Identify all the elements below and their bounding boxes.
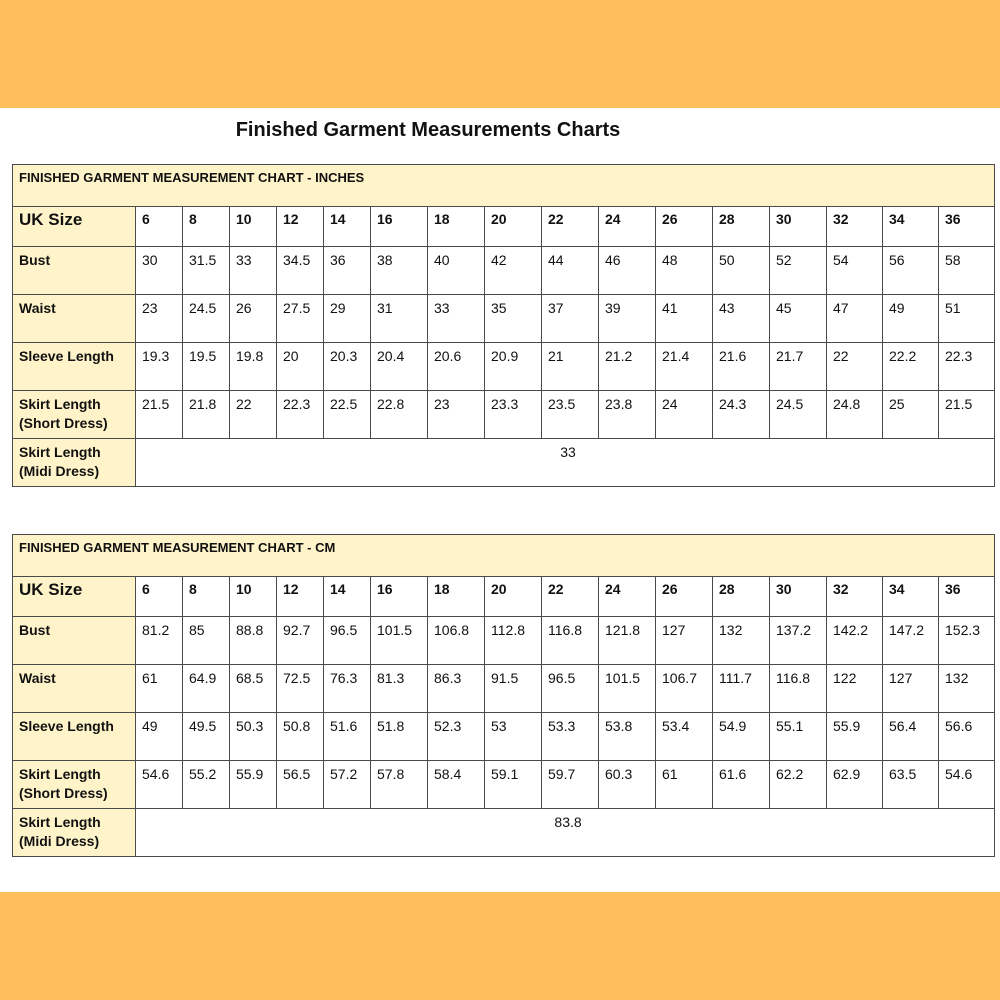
size-header-cell: 34 xyxy=(883,207,939,247)
row-label-line: Skirt Length xyxy=(19,814,101,830)
row-label xyxy=(13,343,136,391)
size-header-cell: 34 xyxy=(883,577,939,617)
table-cell: 127 xyxy=(656,617,713,665)
table-cell: 49 xyxy=(136,713,183,761)
table-cell: 19.5 xyxy=(183,343,230,391)
table-cell: 68.5 xyxy=(230,665,277,713)
table-cell: 33 xyxy=(230,247,277,295)
table-cell: 51.6 xyxy=(324,713,371,761)
size-header-cell: 16 xyxy=(371,577,428,617)
table-cell: 50 xyxy=(713,247,770,295)
size-header-cell: 32 xyxy=(827,577,883,617)
table-cell: 41 xyxy=(656,295,713,343)
table-cell: 55.9 xyxy=(230,761,277,809)
size-header-cell: 24 xyxy=(599,577,656,617)
size-header-cell: 26 xyxy=(656,207,713,247)
table-cell: 56.5 xyxy=(277,761,324,809)
row-label xyxy=(13,439,136,487)
size-header-cell: 18 xyxy=(428,577,485,617)
table-caption: FINISHED GARMENT MEASUREMENT CHART - INCHES xyxy=(13,165,995,207)
table-cell: 46 xyxy=(599,247,656,295)
table-cell: 31 xyxy=(371,295,428,343)
table-cell: 31.5 xyxy=(183,247,230,295)
table-cell: 54 xyxy=(827,247,883,295)
midi-length-value: 33 xyxy=(136,439,995,487)
table-cell: 19.8 xyxy=(230,343,277,391)
table-cell: 56.4 xyxy=(883,713,939,761)
table-cell: 24 xyxy=(656,391,713,439)
size-header-cell: 32 xyxy=(827,207,883,247)
table-cell: 21.4 xyxy=(656,343,713,391)
midi-length-value: 83.8 xyxy=(136,809,995,857)
table-cell: 23 xyxy=(428,391,485,439)
row-label xyxy=(13,665,136,713)
table-cell: 23.5 xyxy=(542,391,599,439)
table-cell: 96.5 xyxy=(324,617,371,665)
page-title: Finished Garment Measurements Charts xyxy=(235,119,621,141)
table-cell: 24.5 xyxy=(183,295,230,343)
table-row xyxy=(13,247,995,295)
table-cell: 58 xyxy=(939,247,995,295)
table-cell: 54.9 xyxy=(713,713,770,761)
table-cell: 20.3 xyxy=(324,343,371,391)
table-cell: 27.5 xyxy=(277,295,324,343)
table-cell: 21.2 xyxy=(599,343,656,391)
table-row-midi xyxy=(13,809,995,857)
size-header-cell: 14 xyxy=(324,577,371,617)
table-cell: 56.6 xyxy=(939,713,995,761)
table-cell: 53.4 xyxy=(656,713,713,761)
table-cell: 55.9 xyxy=(827,713,883,761)
table-cell: 21.8 xyxy=(183,391,230,439)
size-header-cell: 30 xyxy=(770,577,827,617)
table-cell: 142.2 xyxy=(827,617,883,665)
table-cell: 56 xyxy=(883,247,939,295)
table-cell: 137.2 xyxy=(770,617,827,665)
table-cell: 101.5 xyxy=(599,665,656,713)
size-header-cell: 12 xyxy=(277,577,324,617)
table-cell: 57.8 xyxy=(371,761,428,809)
table-cell: 127 xyxy=(883,665,939,713)
table-cell: 21.7 xyxy=(770,343,827,391)
size-header-cell: 18 xyxy=(428,207,485,247)
table-cell: 23.3 xyxy=(485,391,542,439)
table-cell: 22.2 xyxy=(883,343,939,391)
table-cell: 91.5 xyxy=(485,665,542,713)
size-label: UK Size xyxy=(13,577,136,617)
table-cell: 86.3 xyxy=(428,665,485,713)
row-label-line: Skirt Length xyxy=(19,444,101,460)
table-cell: 61.6 xyxy=(713,761,770,809)
row-label xyxy=(13,295,136,343)
table-cell: 52 xyxy=(770,247,827,295)
table-cell: 23 xyxy=(136,295,183,343)
table-cell: 20.6 xyxy=(428,343,485,391)
table-cell: 22.3 xyxy=(277,391,324,439)
table-cell: 50.8 xyxy=(277,713,324,761)
table-cell: 25 xyxy=(883,391,939,439)
table-cell: 47 xyxy=(827,295,883,343)
row-label xyxy=(13,617,136,665)
table-cell: 37 xyxy=(542,295,599,343)
table-cell: 88.8 xyxy=(230,617,277,665)
size-header-row xyxy=(13,207,995,247)
table-cell: 34.5 xyxy=(277,247,324,295)
table-cell: 44 xyxy=(542,247,599,295)
table-cell: 21.5 xyxy=(136,391,183,439)
table-cell: 22.5 xyxy=(324,391,371,439)
top-banner xyxy=(0,0,1000,108)
row-label-line: Skirt Length xyxy=(19,766,101,782)
table-cell: 62.2 xyxy=(770,761,827,809)
size-header-cell: 28 xyxy=(713,207,770,247)
table-cell: 35 xyxy=(485,295,542,343)
size-header-cell: 14 xyxy=(324,207,371,247)
row-label xyxy=(13,391,136,439)
table-cell: 30 xyxy=(136,247,183,295)
table-cell: 62.9 xyxy=(827,761,883,809)
table-cell: 81.3 xyxy=(371,665,428,713)
table-cell: 23.8 xyxy=(599,391,656,439)
table-cell: 20 xyxy=(277,343,324,391)
table-cell: 22.8 xyxy=(371,391,428,439)
table-cell: 52.3 xyxy=(428,713,485,761)
size-header-cell: 8 xyxy=(183,577,230,617)
table-cell: 92.7 xyxy=(277,617,324,665)
table-cell: 59.1 xyxy=(485,761,542,809)
size-header-cell: 6 xyxy=(136,577,183,617)
size-header-cell: 24 xyxy=(599,207,656,247)
table-cell: 64.9 xyxy=(183,665,230,713)
table-cell: 63.5 xyxy=(883,761,939,809)
bottom-banner xyxy=(0,892,1000,1000)
table-cell: 106.8 xyxy=(428,617,485,665)
table-cell: 122 xyxy=(827,665,883,713)
table-cell: 22.3 xyxy=(939,343,995,391)
table-cell: 53.3 xyxy=(542,713,599,761)
row-label-line: Waist xyxy=(19,300,56,316)
table-cell: 53 xyxy=(485,713,542,761)
table-cell: 106.7 xyxy=(656,665,713,713)
size-header-cell: 10 xyxy=(230,577,277,617)
size-header-cell: 36 xyxy=(939,577,995,617)
row-label-line: Waist xyxy=(19,670,56,686)
row-label-line: Sleeve Length xyxy=(19,348,114,364)
size-header-cell: 6 xyxy=(136,207,183,247)
table-caption: FINISHED GARMENT MEASUREMENT CHART - CM xyxy=(13,535,995,577)
table-cell: 21 xyxy=(542,343,599,391)
table-cell: 132 xyxy=(713,617,770,665)
table-row xyxy=(13,617,995,665)
table-row xyxy=(13,295,995,343)
table-cell: 39 xyxy=(599,295,656,343)
row-label-line: Bust xyxy=(19,622,51,638)
size-header-cell: 10 xyxy=(230,207,277,247)
row-label xyxy=(13,809,136,857)
size-header-cell: 30 xyxy=(770,207,827,247)
size-label: UK Size xyxy=(13,207,136,247)
table-cell: 26 xyxy=(230,295,277,343)
table-cell: 85 xyxy=(183,617,230,665)
table-cell: 20.4 xyxy=(371,343,428,391)
size-header-cell: 20 xyxy=(485,207,542,247)
row-label-line: Sleeve Length xyxy=(19,718,114,734)
table-cell: 43 xyxy=(713,295,770,343)
size-header-cell: 26 xyxy=(656,577,713,617)
table-cell: 152.3 xyxy=(939,617,995,665)
table-cell: 45 xyxy=(770,295,827,343)
row-label-line: Bust xyxy=(19,252,51,268)
row-label-line: (Midi Dress) xyxy=(19,463,100,479)
table-cell: 51 xyxy=(939,295,995,343)
table-cell: 61 xyxy=(136,665,183,713)
table-cell: 40 xyxy=(428,247,485,295)
table-cell: 20.9 xyxy=(485,343,542,391)
table-cell: 59.7 xyxy=(542,761,599,809)
table-cell: 49.5 xyxy=(183,713,230,761)
table-cell: 24.8 xyxy=(827,391,883,439)
table-cell: 49 xyxy=(883,295,939,343)
table-row xyxy=(13,665,995,713)
table-row xyxy=(13,761,995,809)
table-cell: 50.3 xyxy=(230,713,277,761)
row-label-line: (Short Dress) xyxy=(19,785,108,801)
table-cell: 101.5 xyxy=(371,617,428,665)
table-cell: 147.2 xyxy=(883,617,939,665)
table-cell: 42 xyxy=(485,247,542,295)
table-cell: 116.8 xyxy=(770,665,827,713)
table-cell: 48 xyxy=(656,247,713,295)
table-cell: 24.3 xyxy=(713,391,770,439)
table-cell: 21.5 xyxy=(939,391,995,439)
table-cell: 21.6 xyxy=(713,343,770,391)
table-cell: 57.2 xyxy=(324,761,371,809)
table-cell: 81.2 xyxy=(136,617,183,665)
size-header-row xyxy=(13,577,995,617)
table-cell: 121.8 xyxy=(599,617,656,665)
table-cell: 112.8 xyxy=(485,617,542,665)
table-cell: 60.3 xyxy=(599,761,656,809)
size-header-cell: 20 xyxy=(485,577,542,617)
table-cell: 61 xyxy=(656,761,713,809)
row-label-line: (Short Dress) xyxy=(19,415,108,431)
size-header-cell: 28 xyxy=(713,577,770,617)
table-row xyxy=(13,713,995,761)
row-label-line: Skirt Length xyxy=(19,396,101,412)
table-cell: 58.4 xyxy=(428,761,485,809)
table-cell: 55.2 xyxy=(183,761,230,809)
table-cell: 29 xyxy=(324,295,371,343)
table-cell: 51.8 xyxy=(371,713,428,761)
size-header-cell: 22 xyxy=(542,577,599,617)
size-header-cell: 22 xyxy=(542,207,599,247)
table-cell: 132 xyxy=(939,665,995,713)
table-row xyxy=(13,391,995,439)
table-cell: 96.5 xyxy=(542,665,599,713)
table-cell: 116.8 xyxy=(542,617,599,665)
table-cell: 33 xyxy=(428,295,485,343)
size-header-cell: 16 xyxy=(371,207,428,247)
table-cell: 111.7 xyxy=(713,665,770,713)
table-cell: 53.8 xyxy=(599,713,656,761)
table-cell: 55.1 xyxy=(770,713,827,761)
table-cell: 76.3 xyxy=(324,665,371,713)
table-row xyxy=(13,343,995,391)
measurement-table-cm xyxy=(12,534,995,857)
table-cell: 22 xyxy=(827,343,883,391)
table-cell: 19.3 xyxy=(136,343,183,391)
table-cell: 54.6 xyxy=(939,761,995,809)
row-label xyxy=(13,247,136,295)
row-label-line: (Midi Dress) xyxy=(19,833,100,849)
size-header-cell: 12 xyxy=(277,207,324,247)
table-cell: 72.5 xyxy=(277,665,324,713)
row-label xyxy=(13,761,136,809)
size-header-cell: 8 xyxy=(183,207,230,247)
table-cell: 22 xyxy=(230,391,277,439)
table-cell: 36 xyxy=(324,247,371,295)
size-header-cell: 36 xyxy=(939,207,995,247)
table-cell: 54.6 xyxy=(136,761,183,809)
measurement-table-inches xyxy=(12,164,995,487)
table-cell: 38 xyxy=(371,247,428,295)
table-row-midi xyxy=(13,439,995,487)
table-cell: 24.5 xyxy=(770,391,827,439)
row-label xyxy=(13,713,136,761)
